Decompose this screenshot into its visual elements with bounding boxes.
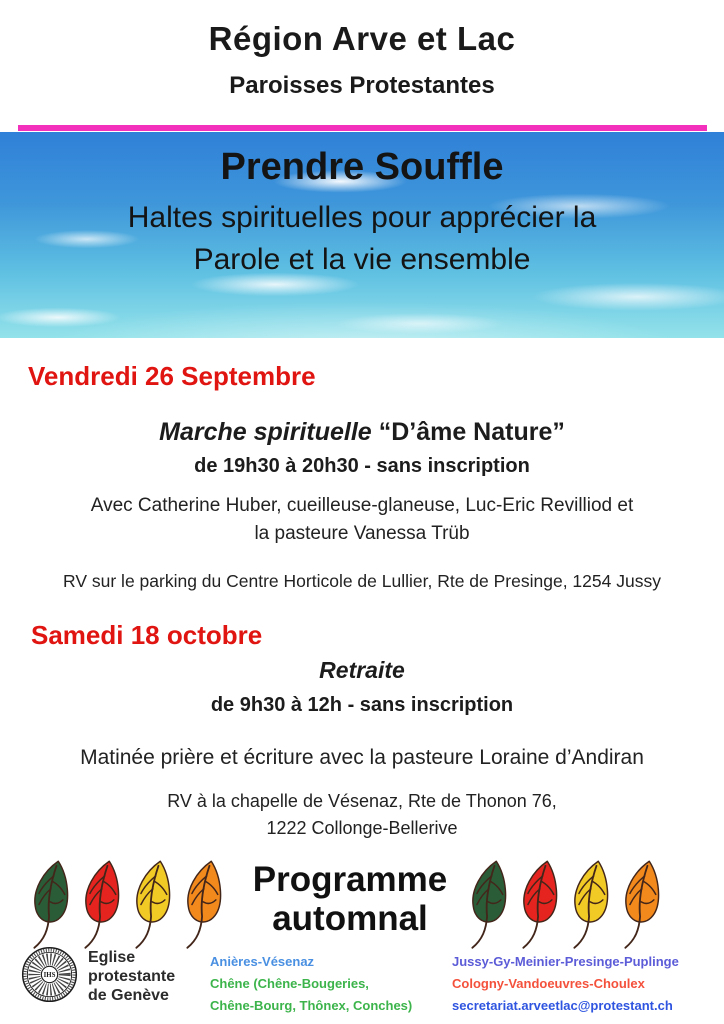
pink-divider [18, 125, 707, 131]
event1-leaders-line2: la pasteure Vanessa Trüb [254, 523, 470, 544]
program-title-line1: Programme [252, 860, 448, 899]
banner-title: Prendre Souffle [220, 146, 504, 188]
event1-title-italic: Marche spirituelle [159, 418, 372, 446]
parishes-column-right [452, 951, 679, 1017]
event1-title [0, 418, 724, 447]
event1-leaders-line1: Avec Catherine Huber, cueilleuse-glaneuse, Luc-Eric Revilliod et [90, 495, 634, 516]
event1-title-quoted: “D’âme Nature” [378, 418, 565, 446]
leaf-group-left [27, 856, 226, 953]
sky-banner [0, 132, 724, 338]
program-title [233, 860, 467, 938]
autumn-leaf-icon [27, 856, 73, 953]
org-name-line1: Eglise [88, 949, 136, 966]
parishes-column-left [210, 951, 412, 1017]
org-name-line3: de Genève [88, 987, 169, 1004]
leaf-group-right [465, 856, 664, 953]
event2-date-heading: Samedi 18 octobre [31, 620, 263, 650]
region-subtitle: Paroisses Protestantes [229, 72, 495, 99]
banner-subtitle [0, 197, 724, 281]
seal-monogram: IHS [43, 972, 56, 980]
parish-jussy-group: Jussy-Gy-Meinier-Presinge-Puplinge [452, 954, 679, 969]
event2-leaders: Matinée prière et écriture avec la pasteure Loraine d’Andiran [80, 746, 644, 769]
autumn-leaf-icon [78, 856, 124, 953]
autumn-program-row [0, 856, 724, 956]
org-name-line2: protestante [88, 968, 176, 985]
seal-icon [21, 946, 78, 1003]
event1-location: RV sur le parking du Centre Horticole de Lullier, Rte de Presinge, 1254 Jussy [63, 571, 661, 591]
program-title-line2: automnal [272, 899, 428, 938]
event1-date-heading: Vendredi 26 Septembre [28, 361, 316, 391]
parish-anieres-vesenaz: Anières-Vésenaz [210, 954, 315, 969]
event2-time: de 9h30 à 12h - sans inscription [210, 694, 514, 716]
autumn-leaf-icon [129, 856, 175, 953]
parish-cologny-group: Cologny-Vandoeuvres-Choulex [452, 976, 645, 991]
autumn-leaf-icon [180, 856, 226, 953]
event2-location-line2: 1222 Collonge-Bellerive [266, 818, 458, 838]
parish-chene-line2: Chêne-Bourg, Thônex, Conches) [210, 998, 413, 1013]
autumn-leaf-icon [465, 856, 511, 953]
banner-subtitle-line1: Haltes spirituelles pour apprécier la [127, 201, 597, 234]
parish-chene-line1: Chêne (Chêne-Bougeries, [210, 976, 369, 991]
event2-title: Retraite [319, 657, 405, 683]
autumn-leaf-icon [618, 856, 664, 953]
autumn-leaf-icon [516, 856, 562, 953]
secretariat-email-link[interactable]: secretariat.arveetlac@protestant.ch [452, 998, 673, 1013]
autumn-leaf-icon [567, 856, 613, 953]
banner-subtitle-line2: Parole et la vie ensemble [193, 243, 531, 276]
event1-time: de 19h30 à 20h30 - sans inscription [194, 455, 530, 477]
event2-location-line1: RV à la chapelle de Vésenaz, Rte de Thonon 76, [167, 791, 557, 811]
org-name [88, 948, 175, 1005]
epg-seal-logo [21, 946, 78, 1008]
region-title: Région Arve et Lac [208, 20, 516, 57]
